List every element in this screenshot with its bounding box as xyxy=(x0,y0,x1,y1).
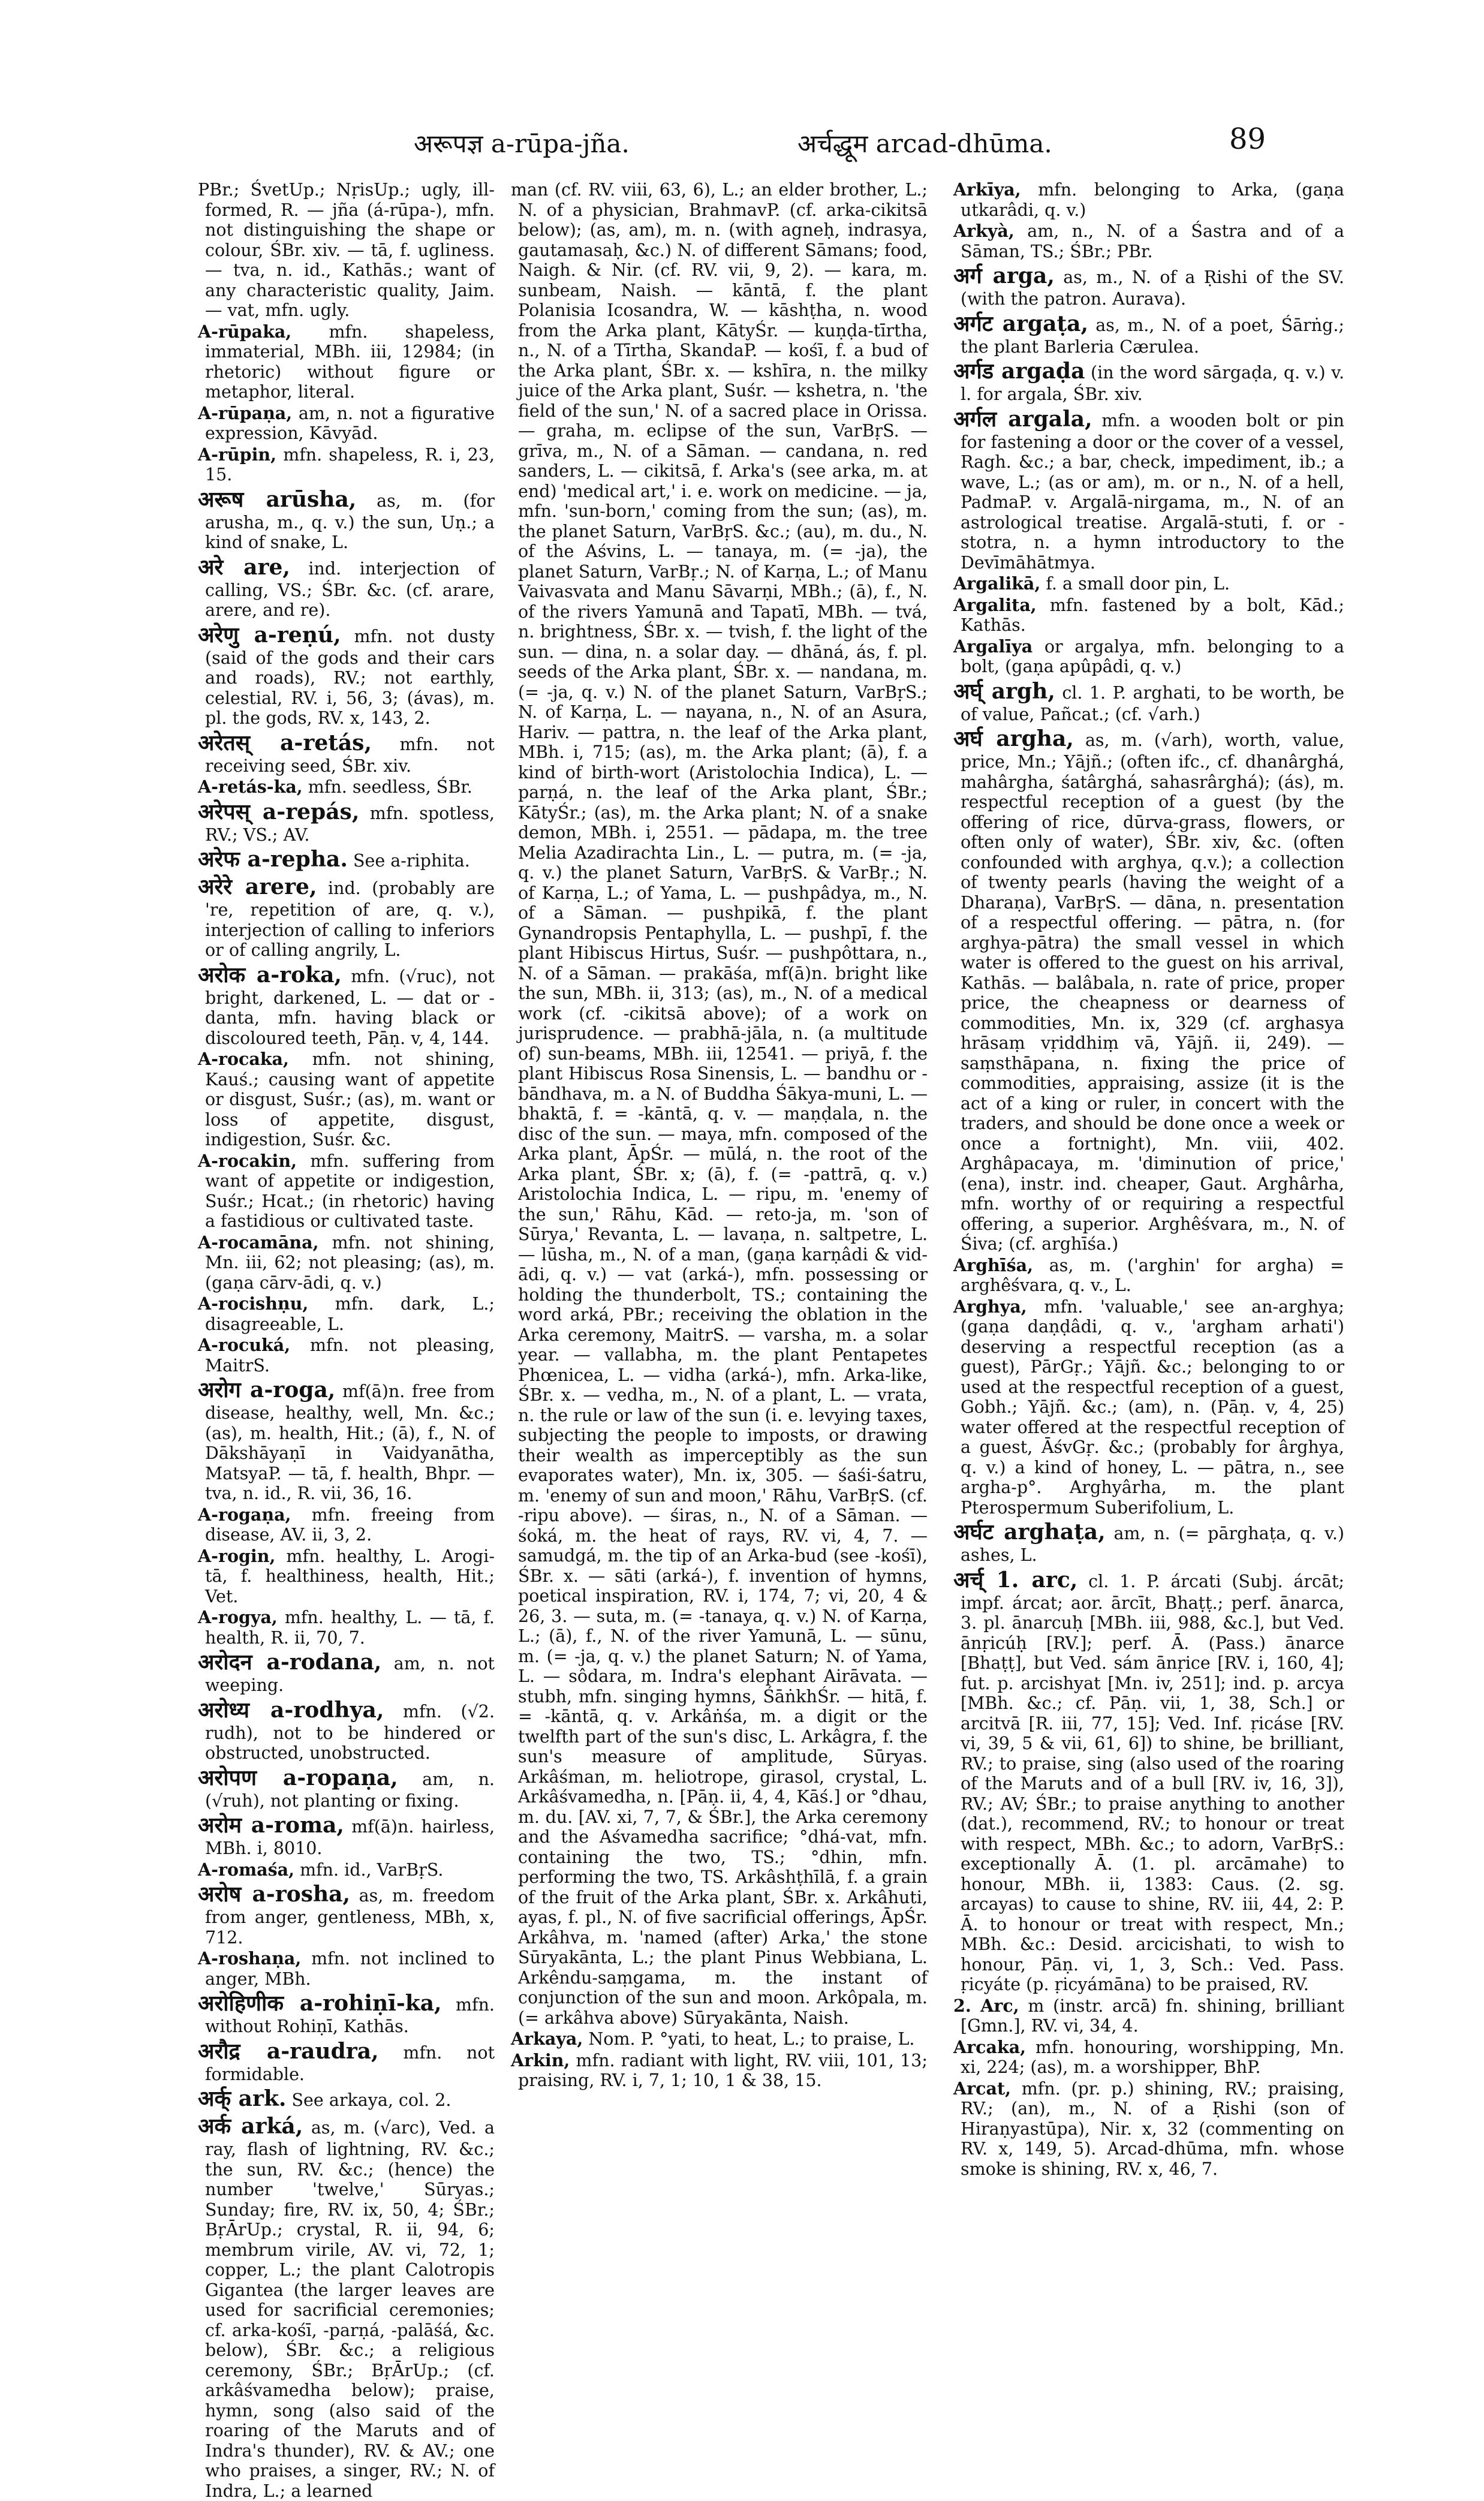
dictionary-entry xyxy=(198,1881,495,1948)
dictionary-entry xyxy=(198,1049,495,1150)
entry-headword: Arkyà, xyxy=(953,221,1015,241)
dictionary-entry xyxy=(198,404,495,444)
entry-definition: mfn. not shining, Kauś.; causing want of appetite or disgust, Suśr.; (as), m. want or loss of appetite, disgust, indigestion, Suśr. &c. xyxy=(205,1049,495,1149)
dictionary-entry xyxy=(198,1151,495,1232)
dictionary-entry xyxy=(198,799,495,845)
dictionary-entry xyxy=(953,1996,1344,2036)
dictionary-entry xyxy=(198,1649,495,1696)
entry-definition: m (instr. arcā) fn. shining, brilliant [Gmn.], RV. vi, 34, 4. xyxy=(961,1996,1345,2036)
entry-definition: man (cf. RV. viii, 63, 6), L.; an elder brother, L.; N. of a physician, BrahmavP. (cf. arka-cikitsā below); (as, am), m. n. (with agneḥ, indrasya, gautamasaḥ, &c.) N. of different Sāmans; food, Naigh. & Nir. (cf. RV. vii, 9, 2). — kara, m. sunbeam, Naish. — kāntā, f. the plant Polanisia Icosandra, W. — kāshṭha, n. wood from the Arka plant, KātyŚr. — kuṇḍa-tīrtha, n., N. of a Tīrtha, SkandaP. — kośī, f. a bud of the Arka plant, ŚBr. x. — kshīra, n. the milky juice of the Arka plant, Suśr. — kshetra, n. 'the field of the sun,' N. of a sacred place in Orissa. — graha, m. eclipse of the sun, VarBṛS. — grīva, m., N. of a Sāman. — candana, n. red sanders, L. — cikitsā, f. Arka's (see arka, m. at end) 'medical art,' i. e. work on medicine. — ja, mfn. 'sun-born,' coming from the sun; (as), m. the planet Saturn, VarBṛS. &c.; (au), m. du., N. of the Aśvins, L. — tanaya, m. (= -ja), the planet Saturn, VarBṛ.; N. of Karṇa, L.; of Manu Vaivasvata and Manu Sāvarṇi, MBh.; (ā), f., N. of the rivers Yamunā and Tapatī, MBh. — tvá, n. brightness, ŚBr. x. — tvish, f. the light of the sun. — dina, n. a solar day. — dhāná, ás, f. pl. seeds of the Arka plant, ŚBr. x. — nandana, m. (= -ja, q. v.) N. of the planet Saturn, VarBṛS.; N. of Karṇa, L. — nayana, n., N. of an Asura, Hariv. — pattra, n. the leaf of the Arka plant, MBh. i, 715; (as), m. the Arka plant; (ā), f. a kind of birth-wort (Aristolochia Indica), L. — parṇá, n. the leaf of the Arka plant, ŚBr.; KātyŚr.; (as), m. the Arka plant; N. of a snake demon, MBh. i, 2551. — pādapa, m. the tree Melia Azadirachta Lin., L. — putra, m. (= -ja, q. v.) the planet Saturn, VarBṛS. & VarBṛ.; N. of Karṇa, L.; of Yama, L. — pushpâdya, m., N. of a Sāman. — pushpikā, f. the plant Gynandropsis Pentaphylla, L. — pushpī, f. the plant Hibiscus Hirtus, Suśr. — pushpôttara, n., N. of a Sāman. — prakāśa, mf(ā)n. bright like the sun, MBh. ii, 313; (as), m., N. of a medical work (cf. -cikitsā above); of a work on jurisprudence. — prabhā-jāla, n. (a multitude of) sun-beams, MBh. iii, 12541. — priyā, f. the plant Hibiscus Rosa Sinensis, L. — bandhu or -bāndhava, m. a N. of Buddha Śākya-muni, L. — bhaktā, f. = -kāntā, q. v. — maṇḍala, n. the disc of the sun. — maya, mfn. composed of the Arka plant, ĀpŚr. — mūlá, n. the root of the Arka plant, ŚBr. x; (ā), f. (= -pattrā, q. v.) Aristolochia Indica, L. — ripu, m. 'enemy of the sun,' Rāhu, Kād. — reto-ja, m. 'son of Sūrya,' Revanta, L. — lavaṇa, n. saltpetre, L. — lūsha, m., N. of a man, (gaṇa karṇâdi & vid-ādi, q. v.) — vat (arká-), mfn. possessing or holding the thunderbolt, TS.; containing the word arká, PBr.; receiving the oblation in the Arka ceremony, MaitrS. — varsha, m. a solar year. — vallabha, m. the plant Pentapetes Phœnicea, L. — vidha (arká-), mfn. Arka-like, ŚBr. x. — vedha, m., N. of a plant, L. — vrata, n. the rule or law of the sun (i. e. levying taxes, subjecting the people to imposts, or drawing their wealth as imperceptibly as the sun evaporates water), Mn. ix, 305. — śaśi-śatru, m. 'enemy of sun and moon,' Rāhu, VarBṛS. (cf. -ripu above). — śiras, n., N. of a Sāman. — śoká, m. the heat of rays, RV. vi, 4, 7. — samudgá, m. the tip of an Arka-bud (see -kośī), ŚBr. x. — sāti (arká-), f. invention of hymns, poetical inspiration, RV. i, 174, 7; vi, 20, 4 & 26, 3. — suta, m. (= -tanaya, q. v.) N. of Karṇa, L.; (ā), f., N. of the river Yamunā, L. — sūnu, m. (= -ja, q. v.) the planet Saturn; N. of Yama, L. — sôdara, m. Indra's elephant Airāvata. — stubh, mfn. singing hymns, ŚāṅkhŚr. — hitā, f. = -kāntā, q. v. Arkâṅśa, m. a digit or the twelfth part of the sun's disc, L. Arkâgra, f. the sun's measure of amplitude, Sūryas. Arkâśman, m. heliotrope, girasol, crystal, L. Arkâśvamedha, n. [Pāṇ. ii, 4, 4, Kāś.] or °dhau, m. du. [AV. xi, 7, 7, & ŚBr.], the Arka ceremony and the Aśvamedha sacrifice; °dhá-vat, mfn. containing the two, TS.; °dhin, mfn. performing the two, TS. Arkâshṭhīlā, f. a grain of the fruit of the Arka plant, ŚBr. x. Arkâhuti, ayas, f. pl., N. of five sacrificial offerings, ĀpŚr. Arkâhva, m. 'named (after) Arka,' the stone Sūryakānta, L.; the plant Pinus Webbiana, L. Arkêndu-saṃgama, m. the instant of conjunction of the sun and moon. Arkôpala, m. (= arkâhva above) Sūryakānta, Naish. xyxy=(511,180,928,2028)
column-3 xyxy=(953,179,1345,2179)
entry-headword: A-retás-ka, xyxy=(198,777,303,797)
dictionary-entry xyxy=(198,2085,495,2112)
entry-definition: mfn. not pleasing, MaitrS. xyxy=(205,1335,495,1376)
dictionary-entry xyxy=(953,221,1344,261)
entry-definition: mfn. radiant with light, RV. viii, 101, 13; praising, RV. i, 7, 1; 10, 1 & 38, 15. xyxy=(518,2050,928,2090)
entry-definition: as, m. (√arc), Ved. a ray, flash of lightning, RV. &c.; the sun, RV. &c.; (hence) the number 'twelve,' Sūryas.; Sunday; fire, RV. ix, 50, 4; ŚBr.; BṛĀrUp.; crystal, R. ii, 94, 6; membrum virile, AV. vi, 72, 1; copper, L.; the plant Calotropis Gigantea (the larger leaves are used for sacrificial ceremonies; cf. arka-kośī, -parṇá, -palāśá, &c. below), ŚBr. &c.; a religious ceremony, ŚBr.; BṛĀrUp.; (cf. arkâśvamedha below); praise, hymn, song (also said of the roaring of the Maruts and of Indra's thunder), RV. & AV.; one who praises, a singer, RV.; N. of Indra, L.; a learned xyxy=(205,2118,495,2501)
entry-headword: A-rūpin, xyxy=(198,444,277,465)
entry-headword: अर्ग arga, xyxy=(953,263,1055,288)
entry-headword: अरेणु a-reṇú, xyxy=(198,622,341,648)
entry-headword: अर्गल argala, xyxy=(953,406,1092,432)
dictionary-entry xyxy=(953,1567,1344,1995)
entry-definition: mfn. not receiving seed, ŚBr. xiv. xyxy=(205,734,495,776)
entry-definition: Nom. P. °yati, to heat, L.; to praise, L. xyxy=(588,2029,915,2049)
entry-definition: cl. 1. P. árcati (Subj. árcāt; impf. árcat; aor. ārcīt, Bhaṭṭ.; perf. ānarca, 3. pl. ānarcuḥ [MBh. iii, 988, &c.], but Ved. ānṛicúḥ [RV.]; perf. Ā. (Pass.) ānarce [Bhaṭṭ], but Ved. sám ānṛice [RV. i, 160, 4]; fut. p. arcishyat [Mn. iv, 251]; ind. p. arcya [MBh. &c.; cf. Pāṇ. vii, 1, 38, Sch.] or arcitvā [R. iii, 77, 15]; Ved. Inf. ṛicáse [RV. vi, 39, 5 & vii, 61, 6]) to shine, be brilliant, RV.; to praise, sing (also used of the roaring of the Maruts and of a bull [RV. iv, 16, 3]), RV.; AV; ŚBr.; to praise anything to another (dat.), recommend, RV.; to honour or treat with respect, MBh. &c.; to adorn, VarBṛS.: exceptionally Ā. (1. pl. arcāmahe) to honour, MBh. ii, 1383: Caus. (2. sg. arcayas) to cause to shine, RV. iii, 44, 2: P. Ā. to honour or treat with respect, Mn.; MBh. &c.: Desid. arcicishati, to wish to honour, Pāṇ. vi, 1, 3, Sch.: Ved. Pass. ṛicyáte (p. ṛicyámāna) to be praised, RV. xyxy=(961,1571,1345,1994)
entry-definition: mfn. shapeless, R. i, 23, 15. xyxy=(205,444,495,484)
entry-definition: mfn. without Rohiṇī, Kathās. xyxy=(205,1995,495,2036)
entry-definition: mfn. a wooden bolt or pin for fastening a door or the cover of a vessel, Ragh. &c.; a bar, check, impediment, ib.; a wave, L.; (as or am), m. or n., N. of a hell, PadmaP. v. Argalā-nirgama, m., N. of an astrological treatise. Argalā-stuti, f. or -stotra, n. a hymn introductory to the Devīmāhātmya. xyxy=(961,410,1345,573)
entry-headword: Arkin, xyxy=(511,2049,570,2070)
entry-headword: अर्क् ark. xyxy=(198,2086,287,2111)
entry-definition: as, m. ('arghin' for argha) = arghêśvara, q. v., L. xyxy=(961,1255,1344,1295)
header-left-guideword: अरूपज्ञ a-rūpa-jña. xyxy=(414,129,630,158)
entry-definition: PBr.; ŚvetUp.; NṛisUp.; ugly, ill-formed, R. — jña (á-rūpa-), mfn. not distinguishing the shape or colour, ŚBr. xiv. — tā, f. ugliness. — tva, n. id., Kathās.; want of any characteristic quality, Jaim. — vat, mfn. ugly. xyxy=(198,180,495,320)
dictionary-entry xyxy=(198,777,495,797)
entry-definition: mf(ā)n. hairless, MBh. i, 8010. xyxy=(205,1817,495,1858)
entry-definition: or argalya, mfn. belonging to a bolt, (gaṇa apûpâdi, q. v.) xyxy=(961,636,1345,676)
entry-headword: A-rogya, xyxy=(198,1607,278,1627)
entry-headword: अरोष a-rosha, xyxy=(198,1882,351,1907)
dictionary-entry xyxy=(198,1949,495,1989)
entry-headword: Arcaka, xyxy=(953,2036,1027,2057)
entry-definition: mfn. not shining, Mn. iii, 62; not pleasing; (as), m. (gaṇa cārv-ādi, q. v.) xyxy=(205,1232,495,1293)
entry-definition: as, m. (√arh), worth, value, price, Mn.; Yājñ.; (often ifc., cf. dhanârghá, mahârgha, śatârghá, sahasrârghá); (ás), m. respectful reception of a guest (by the offering of rice, dūrva-grass, flowers, or often only of water), ŚBr. xiv, &c. (often confounded with arghya, q.v.); a collection of twenty pearls (having the weight of a Dharaṇa), VarBṛS. — dāna, n. presentation of a respectful offering. — pātra, n. (for arghya-pātra) the small vessel in which water is offered to the guest on his arrival, Kathās. — balâbala, n. rate of price, proper price, the cheapness or dearness of commodities, Mn. ix, 329 (cf. arghasya hrāsaṃ vṛiddhiṃ vā, Yājñ. ii, 249). — saṃsthāpana, n. fixing the price of commodities, appraising, assize (it is the act of a king or ruler, in concert with the traders, and should be done once a week or once a fortnight), Mn. viii, 402. Arghâpacaya, m. 'diminution of price,' (ena), instr. ind. cheaper, Gaut. Arghârha, mfn. worthy of or requiring a respectful offering, a superior. Arghêśvara, m., N. of Śiva; (cf. arghīśa.) xyxy=(961,730,1345,1254)
dictionary-entry xyxy=(511,180,928,2028)
dictionary-entry xyxy=(953,406,1344,573)
dictionary-entry xyxy=(198,322,495,402)
entry-headword: A-romaśa, xyxy=(198,1859,295,1880)
entry-headword: अरोक a-roka, xyxy=(198,962,342,988)
entry-headword: Arghīśa, xyxy=(953,1254,1034,1275)
dictionary-entry xyxy=(198,846,495,872)
entry-definition: mfn. seedless, ŚBr. xyxy=(308,777,472,797)
entry-headword: अरेपस् a-repás, xyxy=(198,799,360,824)
entry-headword: अरोम a-roma, xyxy=(198,1813,344,1838)
entry-headword: A-roshaṇa, xyxy=(198,1948,302,1969)
dictionary-entry xyxy=(953,358,1344,405)
entry-headword: Arkīya, xyxy=(953,179,1021,200)
entry-definition: mfn. not formidable. xyxy=(205,2042,495,2084)
dictionary-entry xyxy=(198,1233,495,1293)
dictionary-entry xyxy=(953,2079,1344,2180)
entry-headword: अरौद्र a-raudra, xyxy=(198,2038,379,2064)
dictionary-entry xyxy=(198,874,495,961)
entry-definition: mfn. honouring, worshipping, Mn. xi, 224; (as), m. a worshipper, BhP. xyxy=(961,2037,1345,2077)
entry-headword: अर्गट argaṭa, xyxy=(953,311,1088,336)
entry-definition: mfn. shapeless, immaterial, MBh. iii, 12984; (in rhetoric) without figure or metaphor, literal. xyxy=(205,321,495,402)
entry-headword: A-rocaka, xyxy=(198,1049,289,1069)
entry-definition: am, n., N. of a Śastra and of a Sāman, TS.; ŚBr.; PBr. xyxy=(961,221,1345,261)
entry-headword: अर्क arká, xyxy=(198,2114,303,2139)
entry-definition: mfn. 'valuable,' see an-arghya; (gaṇa daṇḍâdi, q. v., 'argham arhati') deserving a respectful reception (as a guest), PārGṛ.; Yājñ. &c.; belonging to or used at the respectful reception of a guest, Gobh.; Yājñ. &c.; (am), n. (Pāṇ. v, 4, 25) water offered at the respectful reception of a guest, ĀśvGṛ. &c.; (probably for ârghya, q. v.) a kind of honey, L. — pātra, n., see argha-p°. Arghyârha, m. the plant Pterospermum Suberifolium, L. xyxy=(961,1296,1345,1518)
entry-definition: am, n. not weeping. xyxy=(205,1654,495,1695)
entry-headword: A-rocamāna, xyxy=(198,1232,319,1253)
running-header xyxy=(198,122,1289,174)
entry-headword: अरोदन a-rodana, xyxy=(198,1650,382,1675)
entry-definition: mf(ā)n. free from disease, healthy, well, Mn. &c.; (as), m. health, Hit.; (ā), f., N. of Dākshāyaṇī in Vaidyanātha, MatsyaP. — tā, f. health, Bhpr. — tva, n. id., R. vii, 36, 16. xyxy=(205,1382,495,1503)
entry-headword: Argalita, xyxy=(953,594,1037,615)
dictionary-entry xyxy=(511,2051,928,2091)
column-1 xyxy=(198,180,495,2501)
entry-definition: as, m. freedom from anger, gentleness, MBh, x, 712. xyxy=(205,1886,495,1948)
entry-definition: (in the word sārgaḍa, q. v.) v. l. for argala, ŚBr. xiv. xyxy=(961,363,1345,404)
entry-definition: cl. 1. P. arghati, to be worth, be of value, Pañcat.; (cf. √arh.) xyxy=(961,682,1344,724)
page-number: 89 xyxy=(1229,122,1266,156)
entry-definition: mfn. healthy, L. — tā, f. health, R. ii, 70, 7. xyxy=(205,1608,495,1648)
entry-headword: A-rocishṇu, xyxy=(198,1293,309,1314)
entry-headword: A-rocakin, xyxy=(198,1150,297,1171)
dictionary-entry xyxy=(198,1765,495,1811)
dictionary-entry xyxy=(953,1256,1344,1296)
dictionary-entry xyxy=(511,2029,928,2049)
entry-definition: mfn. fastened by a bolt, Kād.; Kathās. xyxy=(961,595,1345,635)
dictionary-entry xyxy=(198,554,495,621)
dictionary-entry xyxy=(198,1335,495,1376)
dictionary-entry xyxy=(953,726,1344,1254)
entry-headword: अरोहिणीक a-rohiṇī-ka, xyxy=(198,1991,442,2016)
entry-definition: as, m., N. of a poet, Śārṅg.; the plant Barleria Cærulea. xyxy=(961,315,1345,357)
entry-headword: A-rocuká, xyxy=(198,1335,291,1355)
entry-definition: mfn. freeing from disease, AV. ii, 3, 2. xyxy=(205,1504,495,1545)
entry-headword: अर्गड argaḍa xyxy=(953,359,1085,384)
entry-definition: mfn. (√ruc), not bright, darkened, L. — dat or -danta, mfn. having black or discoloured teeth, Pāṇ. v, 4, 144. xyxy=(205,966,495,1048)
entry-definition: See a-riphita. xyxy=(353,851,470,871)
dictionary-entry xyxy=(198,730,495,777)
entry-headword: अर्घ् argh, xyxy=(953,678,1055,704)
entry-headword: Arcat, xyxy=(953,2078,1012,2099)
entry-definition: mfn. belonging to Arka, (gaṇa utkarâdi, q. v.) xyxy=(961,180,1344,220)
entry-headword: अरोध्य a-rodhya, xyxy=(198,1697,384,1723)
entry-definition: mfn. healthy, L. Arogi-tā, f. healthiness, health, Hit.; Vet. xyxy=(205,1546,495,1606)
entry-definition: as, m. (for arusha, m., q. v.) the sun, Uṇ.; a kind of snake, L. xyxy=(205,490,495,552)
entry-headword: अरोग a-roga, xyxy=(198,1377,336,1403)
entry-headword: अरोपण a-ropaṇa, xyxy=(198,1765,398,1790)
dictionary-entry xyxy=(953,678,1344,725)
dictionary-entry xyxy=(198,1505,495,1545)
dictionary-entry xyxy=(198,2038,495,2085)
dictionary-entry xyxy=(198,1860,495,1880)
entry-headword: अरेरे arere, xyxy=(198,874,317,899)
dictionary-entry xyxy=(953,637,1344,677)
dictionary-entry xyxy=(198,1546,495,1607)
dictionary-entry xyxy=(198,1812,495,1859)
entry-headword: A-rūpaṇa, xyxy=(198,402,293,423)
entry-definition: ind. (probably are 're, repetition of are, q. v.), interjection of calling to inferiors or of calling angrily, L. xyxy=(205,878,495,960)
entry-headword: A-rogin, xyxy=(198,1545,276,1566)
entry-headword: अर्घ argha, xyxy=(953,726,1074,751)
dictionary-entry xyxy=(198,1294,495,1334)
entry-definition: am, n. (= pārghaṭa, q. v.) ashes, L. xyxy=(961,1524,1344,1565)
header-right-guideword: अर्चद्धूम arcad-dhūma. xyxy=(797,129,1052,158)
entry-headword: 2. Arc, xyxy=(953,1995,1019,2016)
entry-definition: as, m., N. of a Ṛishi of the SV. (with the patron. Aurava). xyxy=(961,267,1344,309)
dictionary-entry xyxy=(953,263,1344,309)
entry-headword: Argalīya xyxy=(953,636,1033,657)
entry-headword: A-rūpaka, xyxy=(198,321,292,342)
entry-definition: mfn. spotless, RV.; VS.; AV. xyxy=(205,803,495,845)
entry-headword: A-rogaṇa, xyxy=(198,1504,291,1525)
entry-definition: See arkaya, col. 2. xyxy=(291,2090,451,2110)
dictionary-entry xyxy=(198,2113,495,2501)
entry-headword: अरे are, xyxy=(198,554,290,580)
dictionary-entry xyxy=(953,311,1344,357)
dictionary-entry xyxy=(953,180,1344,220)
dictionary-entry xyxy=(198,180,495,321)
entry-headword: Argalikā, xyxy=(953,573,1041,594)
entry-definition: mfn. id., VarBṛS. xyxy=(300,1859,444,1880)
entry-definition: mfn. not inclined to anger, MBh. xyxy=(205,1949,495,1989)
dictionary-entry xyxy=(953,595,1344,636)
dictionary-entry xyxy=(198,486,495,553)
entry-headword: Arghya, xyxy=(953,1296,1027,1317)
entry-definition: f. a small door pin, L. xyxy=(1046,574,1230,594)
column-2 xyxy=(511,180,928,2090)
dictionary-entry xyxy=(953,2037,1344,2078)
entry-definition: am, n. not a figurative expression, Kāvyād. xyxy=(205,403,495,443)
dictionary-entry xyxy=(198,1990,495,2037)
dictionary-entry xyxy=(198,1377,495,1504)
entry-headword: अरूष arūsha, xyxy=(198,486,357,512)
entry-headword: अर्च् 1. arc, xyxy=(953,1567,1078,1593)
dictionary-entry xyxy=(198,445,495,485)
dictionary-entry xyxy=(198,1697,495,1763)
entry-headword: अरेतस् a-retás, xyxy=(198,730,372,756)
entry-definition: mfn. dark, L.; disagreeable, L. xyxy=(205,1294,495,1334)
entry-definition: mfn. (pr. p.) shining, RV.; praising, RV.; (an), m., N. of a Ṛishi (son of Hiraṇyastūpa), Nir. x, 32 (commenting on RV. x, 149, 5). Arcad-dhūma, mfn. whose smoke is shining, RV. x, 46, 7. xyxy=(961,2078,1344,2179)
entry-definition: mfn. suffering from want of appetite or indigestion, Suśr.; Hcat.; (in rhetoric) having a fastidious or cultivated taste. xyxy=(205,1151,495,1231)
dictionary-entry xyxy=(953,1519,1344,1566)
dictionary-entry xyxy=(198,962,495,1049)
dictionary-entry xyxy=(198,1608,495,1648)
entry-headword: अरेफ a-repha. xyxy=(198,847,348,872)
dictionary-entry xyxy=(953,574,1344,594)
dictionary-entry xyxy=(953,1297,1344,1518)
entry-headword: अर्घट arghaṭa, xyxy=(953,1519,1106,1545)
entry-definition: am, n. (√ruh), not planting or fixing. xyxy=(205,1769,495,1811)
dictionary-entry xyxy=(198,622,495,729)
entry-definition: ind. interjection of calling, VS.; ŚBr. &c. (cf. arare, arere, and re). xyxy=(205,558,495,620)
entry-definition: mfn. not dusty (said of the gods and their cars and roads), RV.; not earthly, celestial, RV. i, 56, 3; (ávas), m. pl. the gods, RV. x, 143, 2. xyxy=(205,626,495,728)
entry-headword: Arkaya, xyxy=(511,2029,583,2049)
entry-definition: mfn. (√2. rudh), not to be hindered or obstructed, unobstructed. xyxy=(205,1701,495,1763)
